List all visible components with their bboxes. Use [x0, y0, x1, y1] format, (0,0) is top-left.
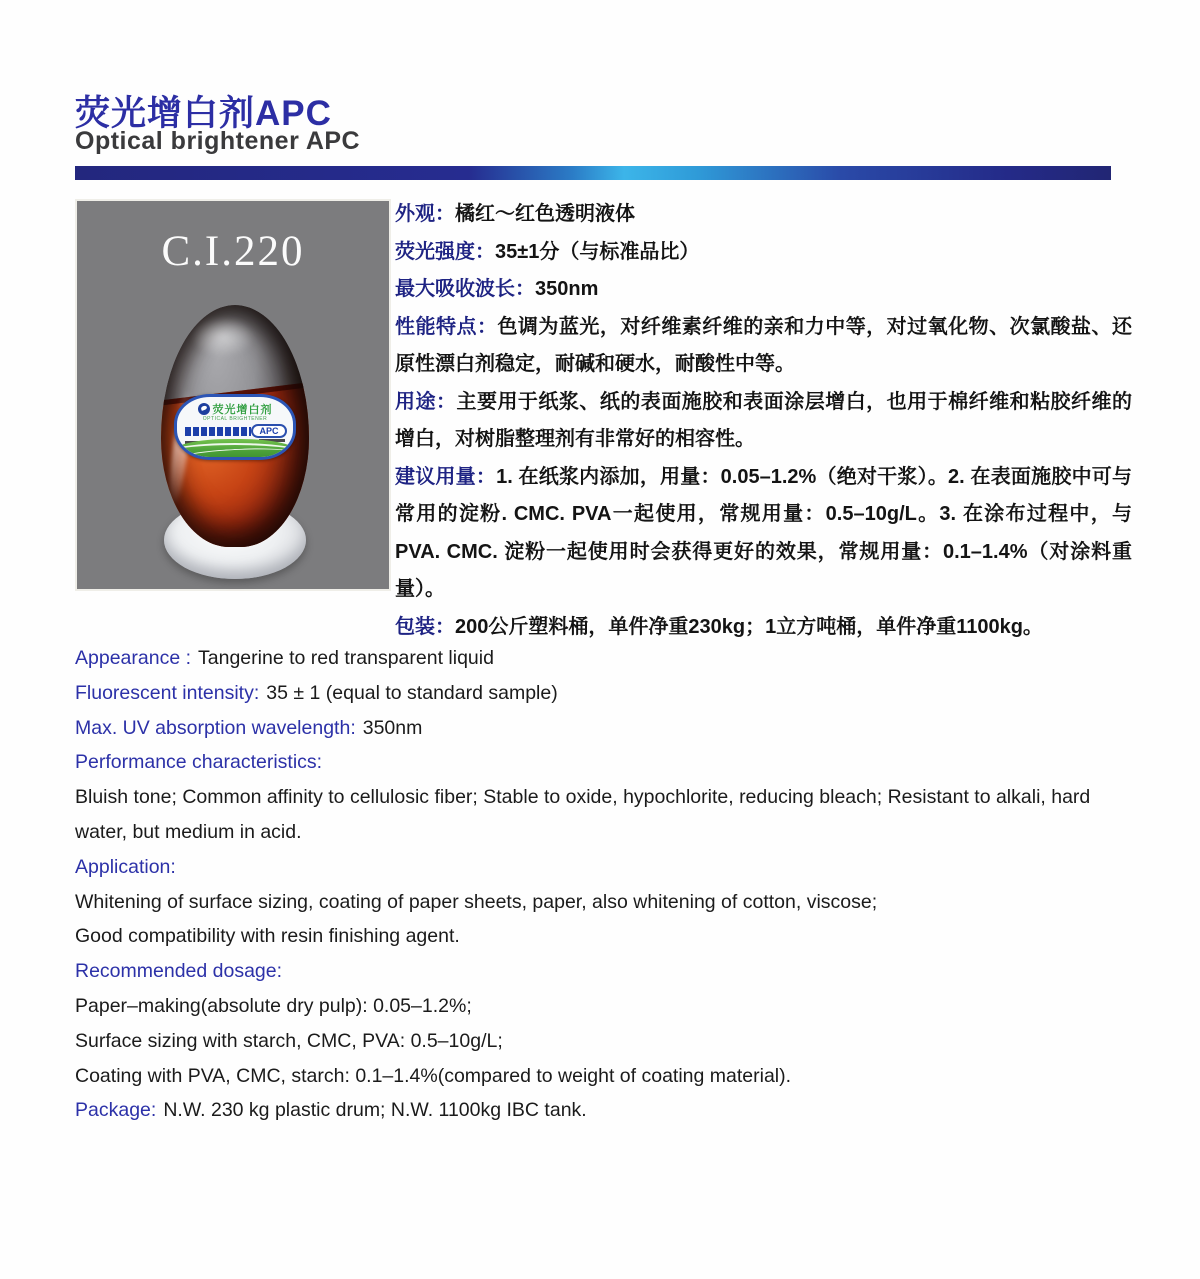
spec-row-performance-cn: 性能特点：色调为蓝光，对纤维素纤维的亲和力中等，对过氧化物、次氯酸盐、还原性漂白剂稳定，耐碱和硬水，耐酸性中等。	[395, 315, 1133, 375]
product-photo	[75, 199, 391, 591]
performance-body-en: Bluish tone; Common affinity to cellulosic fiber; Stable to oxide, hypochlorite, reducing bleach; Resistant to alkali, hard water, but medium in acid.	[75, 786, 1091, 843]
company-name-bar	[185, 427, 251, 436]
brand-logo-icon	[198, 403, 210, 415]
bottle-label-midrow	[177, 424, 293, 439]
dosage-line-en: Paper–making(absolute dry pulp): 0.05–1.2%;	[75, 994, 472, 1017]
spec-row-appearance-cn: 外观：橘红～红色透明液体	[395, 203, 635, 225]
spec-row-wavelength-cn: 最大吸收波长：350nm	[395, 278, 599, 300]
spec-row-package-en: Package: N.W. 230 kg plastic drum; N.W. 1100kg IBC tank.	[75, 1099, 587, 1122]
apc-badge: APC	[251, 424, 287, 438]
performance-heading-en: Performance characteristics:	[75, 751, 323, 774]
spec-row-dosage-cn: 建议用量：1. 在纸浆内添加，用量：0.05–1.2%（绝对干浆）。2. 在表面施胶中可与常用的淀粉. CMC. PVA一起使用，常规用量：0.5–10g/L。3. 在涂布过程中，与PVA. CMC. 淀粉一起使用时会获得更好的效果，常规用量：0.1–1.4%（对涂料重量）。	[395, 465, 1132, 600]
bottle-label	[174, 394, 296, 460]
bottle-brand-subtitle: OPTICAL BRIGHTENER	[202, 416, 268, 422]
dosage-heading-en: Recommended dosage:	[75, 960, 283, 983]
page-subtitle: Optical brightener APC	[75, 127, 361, 155]
dosage-line-en: Coating with PVA, CMC, starch: 0.1–1.4%(compared to weight of coating material).	[75, 1064, 792, 1087]
application-line-en: Whitening of surface sizing, coating of paper sheets, paper, also whitening of cotton, viscose;	[75, 890, 878, 913]
english-specs	[75, 641, 1133, 1128]
spec-row-fluorescence-cn: 荧光强度：35±1分（与标准品比）	[395, 240, 700, 263]
bottle-brand-name: 荧光增白剂	[212, 403, 273, 416]
spec-row-application-cn: 用途：主要用于纸浆、纸的表面施胶和表面涂层增白，也用于棉纤维和粘胶纤维的增白，对树脂整理剂有非常好的相容性。	[395, 390, 1133, 450]
gradient-divider-bar	[75, 166, 1111, 180]
photo-caption: C.I.220	[161, 228, 305, 275]
grass-graphic	[174, 439, 296, 460]
application-heading-en: Application:	[75, 855, 176, 878]
glass-highlight-icon	[191, 317, 255, 357]
spec-row-appearance-en: Appearance : Tangerine to red transparent liquid	[75, 647, 494, 669]
bottle-label-header	[177, 397, 293, 417]
spec-row-wavelength-en: Max. UV absorption wavelength: 350nm	[75, 716, 423, 739]
page-title: 荧光增白剂APC	[75, 94, 332, 133]
spec-row-package-cn: 包装：200公斤塑料桶，单件净重230kg；1立方吨桶，单件净重1100kg。	[395, 615, 1043, 638]
application-line-en: Good compatibility with resin finishing agent.	[75, 925, 460, 948]
dosage-line-en: Surface sizing with starch, CMC, PVA: 0.5–10g/L;	[75, 1029, 503, 1052]
chinese-specs	[395, 196, 1132, 646]
spec-row-fluorescence-en: Fluorescent intensity: 35 ± 1 (equal to standard sample)	[75, 681, 558, 704]
